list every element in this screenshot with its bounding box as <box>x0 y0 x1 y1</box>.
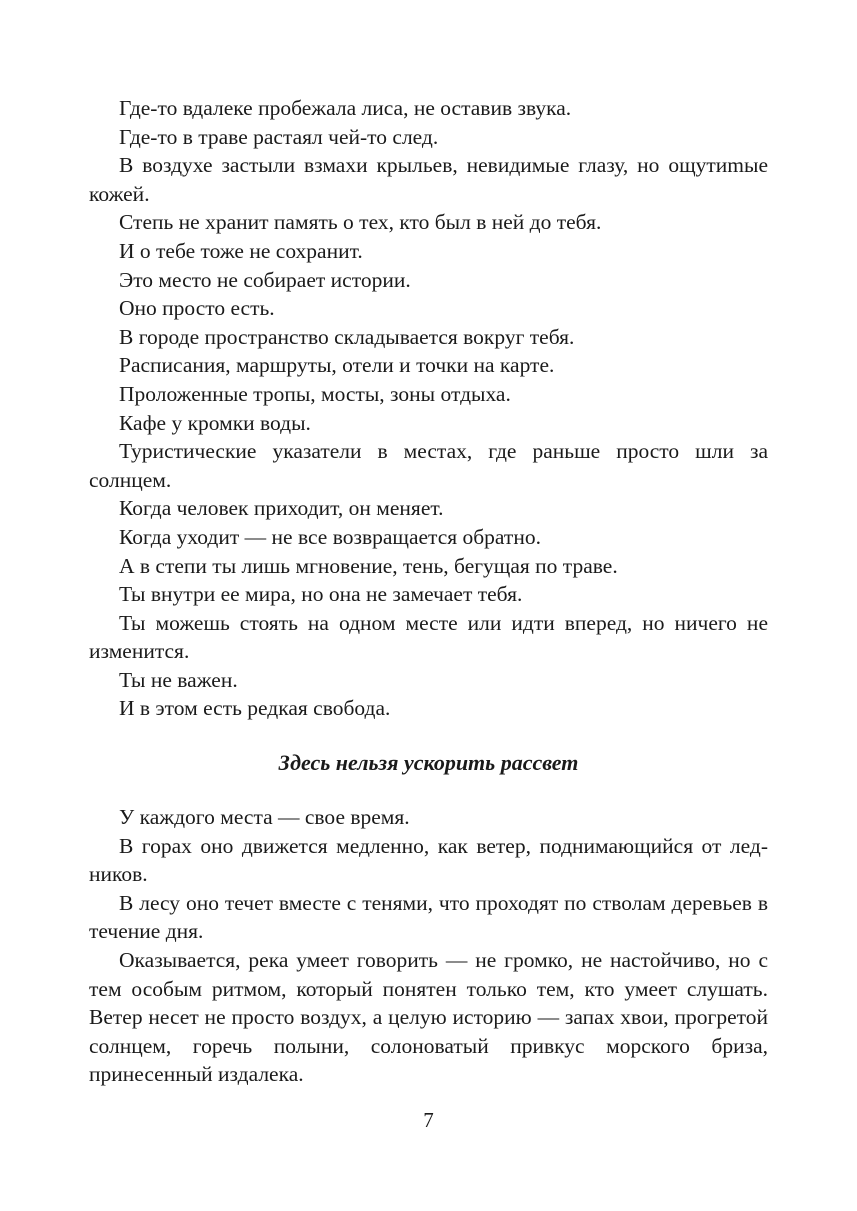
paragraph: В горах оно движется медленно, как ветер, поднимающийся от ледников. <box>89 833 768 887</box>
paragraph: Ты внутри ее мира, но она не замечает тебя. <box>119 582 523 607</box>
page-number: 7 <box>423 1108 434 1132</box>
paragraph: Ты можешь стоять на одном месте или идти вперед, но ничего не изменится. <box>89 610 768 664</box>
section-2-text <box>89 803 768 1089</box>
paragraph: В городе пространство складывается вокруг тебя. <box>119 324 575 349</box>
paragraph: Оказывается, река умеет говорить — не громко, не настойчиво, но с тем особым ритмом, который понятен только тем, кто умеет слушать. Ветер несет не просто воздух, а целую историю — запах хвои, прогретой солнцем, горечь полыни, солоноватый привкус морского бриза, принесенный издалека. <box>89 947 768 1087</box>
paragraph: Кафе у кромки воды. <box>119 410 311 435</box>
paragraph: Где-то вдалеке пробежала лиса, не оставив звука. <box>119 96 572 120</box>
paragraph: Степь не хранит память о тех, кто был в ней до тебя. <box>119 210 602 235</box>
paragraph: Где-то в траве растаял чей-то след. <box>119 124 439 149</box>
paragraph: Когда уходит — не все возвращается обратно. <box>119 524 541 549</box>
section-1-text <box>89 94 768 723</box>
paragraph: А в степи ты лишь мгновение, тень, бегущая по траве. <box>119 553 618 578</box>
paragraph: В лесу оно течет вместе с тенями, что проходят по стволам деревьев в течение дня. <box>89 890 768 944</box>
paragraph: Ты не важен. <box>119 667 238 692</box>
paragraph: Расписания, маршруты, отели и точки на карте. <box>119 353 555 378</box>
paragraph: Проложенные тропы, мосты, зоны отдыха. <box>119 381 511 406</box>
paragraph: В воздухе застыли взмахи крыльев, невидимые глазу, но ощутиmые кожей. <box>89 153 768 206</box>
paragraph: Когда человек приходит, он меняет. <box>119 496 444 521</box>
paragraph: Это место не собирает истории. <box>119 267 411 292</box>
section-2-heading: Здесь нельзя ускорить рассвет <box>278 750 579 775</box>
paragraph: Оно просто есть. <box>119 296 275 321</box>
paragraph: И в этом есть редкая свобода. <box>119 696 391 721</box>
paragraph: И о тебе тоже не сохранит. <box>119 238 363 263</box>
paragraph: Туристические указатели в местах, где раньше просто шли за солнцем. <box>89 439 768 492</box>
paragraph: У каждого места — свое время. <box>119 805 410 829</box>
